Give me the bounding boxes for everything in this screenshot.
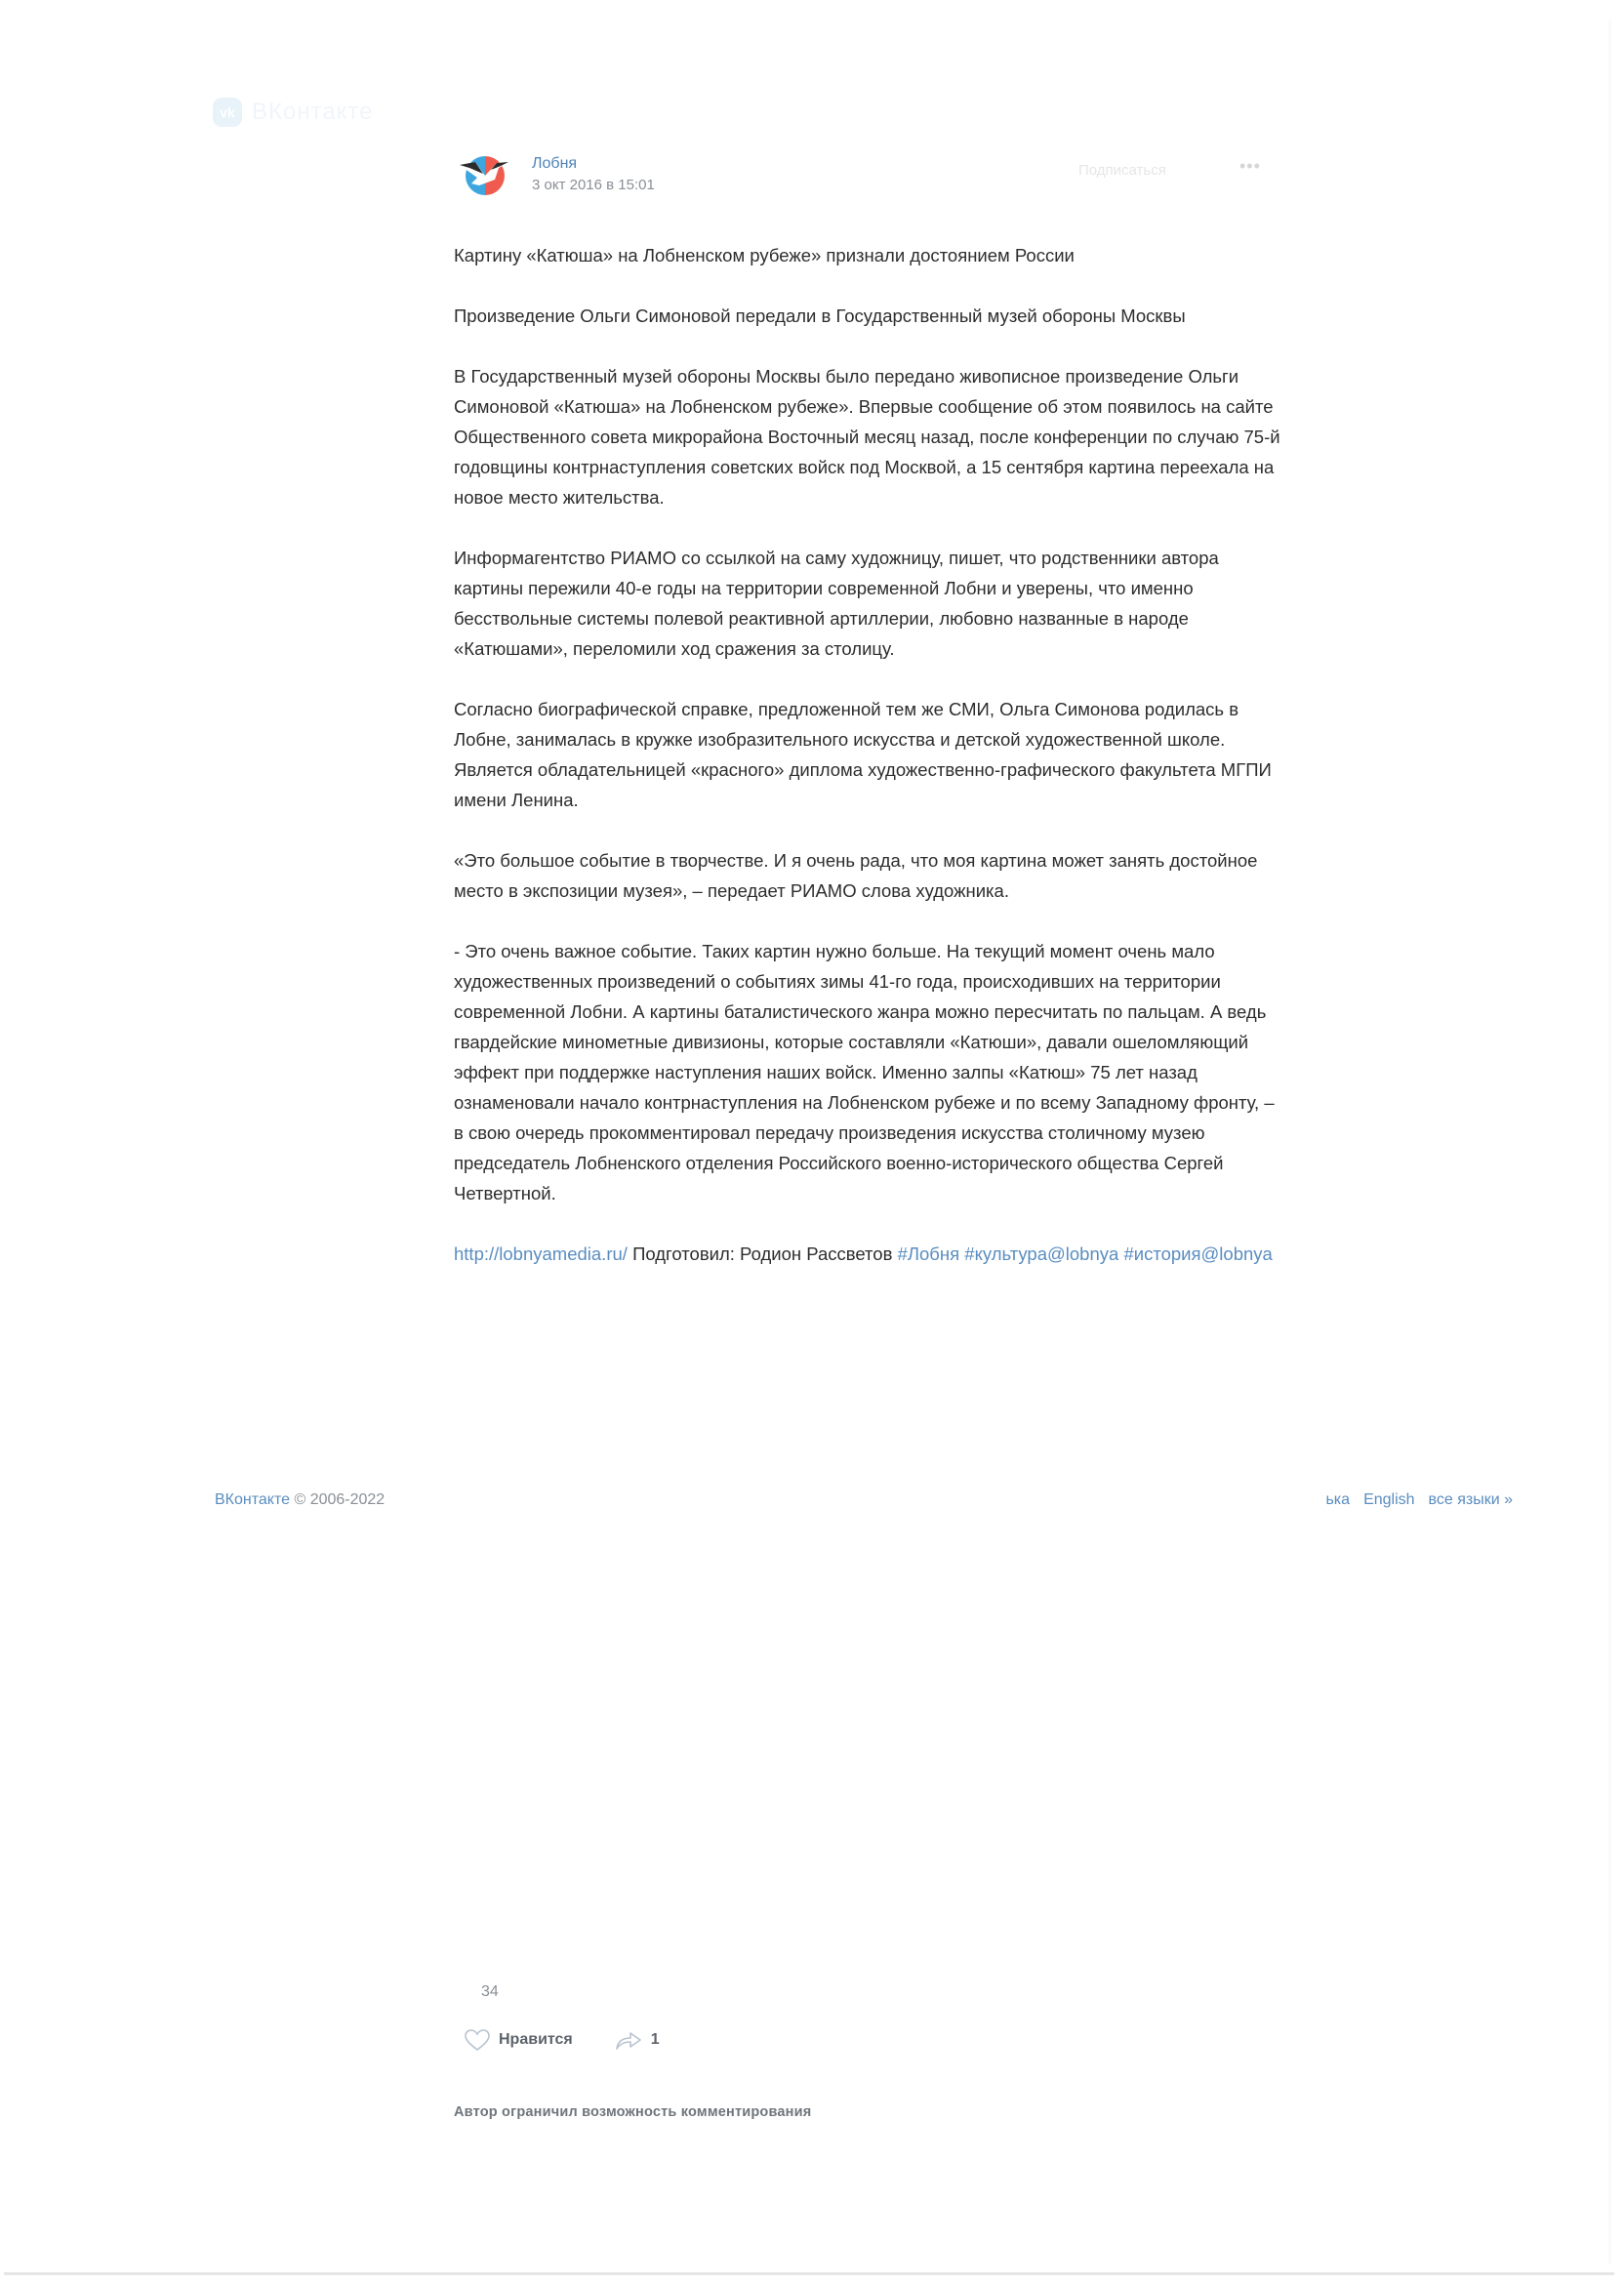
post-header [454,144,1283,203]
footer-vk-link[interactable]: ВКонтакте [215,1491,290,1508]
footer-languages [1325,1491,1513,1509]
hashtag-link[interactable]: #культура@lobnya [964,1243,1119,1264]
post-paragraph: - Это очень важное событие. Таких картин нужно больше. На текущий момент очень мало художественных произведений о событиях зимы 41-го года, происходивших на территории современной Лобни. А картины баталистического жанра можно пересчитать по пальцам. А ведь гвардейские минометные дивизионы, которые составляли «Катюши», давали ошеломляющий эффект при поддержке наступления наших войск. Именно залпы «Катюш» 75 лет назад ознаменовали начало контрнаступления на Лобненском рубеже и по всему Западному фронту, – в свою очередь прокомментировал передачу произведения искусства столичному музею председатель Лобненского отделения Российского военно-исторического общества Сергей Четвертной. [454,941,1275,1203]
views-count: 34 [481,1983,499,2000]
hashtag-link[interactable]: #Лобня [897,1243,960,1264]
share-count: 1 [650,2031,660,2048]
post-paragraph: Произведение Ольги Симоновой передали в Государственный музей обороны Москвы [454,306,1186,326]
author-avatar[interactable] [456,146,510,201]
wall-post [454,144,1283,1269]
post-actions [464,2028,660,2052]
more-options-icon[interactable]: ••• [1239,156,1261,176]
source-link[interactable]: http://lobnyamedia.ru/ [454,1243,628,1264]
footer-copyright-years: © 2006-2022 [294,1491,386,1508]
subscribe-button[interactable]: Подписаться [1078,162,1166,179]
post-date[interactable]: 3 окт 2016 в 15:01 [532,176,655,193]
like-button[interactable] [464,2028,573,2052]
like-label: Нравится [499,2031,573,2048]
footer-copyright [215,1491,385,1509]
post-paragraph: Согласно биографической справке, предложенной тем же СМИ, Ольга Симонова родилась в Лобне, занималась в кружке изобразительного искусства и детской художественной школе. Является обладательницей «красного» диплома художественно-графического факультета МГПИ имени Ленина. [454,699,1272,810]
vk-logo-icon: vk [213,98,242,127]
heart-icon [464,2028,491,2052]
language-link[interactable]: ька [1325,1491,1351,1508]
share-button[interactable] [614,2028,660,2052]
post-body [454,240,1283,1269]
post-links-paragraph [454,1239,1283,1269]
post-paragraph: Картину «Катюша» на Лобненском рубеже» признали достоянием России [454,245,1075,265]
page-footer [215,1491,1513,1509]
site-logo-text: ВКонтакте [252,99,374,125]
post-paragraph: В Государственный музей обороны Москвы было передано живописное произведение Ольги Симоновой «Катюша» на Лобненском рубеже». Впервые сообщение об этом появилось на сайте Общественного совета микрорайона Восточный месяц назад, после конференции по случаю 75-й годовщины контрнаступления советских войск под Москвой, а 15 сентября картина переехала на новое место жительства. [454,366,1280,508]
share-icon [614,2028,643,2052]
page-bottom-divider [4,2272,1614,2275]
language-link[interactable]: English [1363,1491,1415,1508]
all-languages-link[interactable]: все языки » [1428,1491,1513,1508]
author-name-link[interactable]: Лобня [532,154,578,172]
comments-disabled-note: Автор ограничил возможность комментирования [454,2104,812,2120]
page-edge [1608,20,1611,2264]
site-logo[interactable] [213,98,374,127]
hashtag-link[interactable]: #история@lobnya [1123,1243,1273,1264]
post-paragraph: «Это большое событие в творчестве. И я очень рада, что моя картина может занять достойное место в экспозиции музея», – передает РИАМО слова художника. [454,850,1258,901]
post-paragraph: Информагентство РИАМО со ссылкой на саму художницу, пишет, что родственники автора картины пережили 40-е годы на территории современной Лобни и уверены, что именно бесствольные системы полевой реактивной артиллерии, любовно названные в народе «Катюшами», переломили ход сражения за столицу. [454,548,1219,659]
prepared-by-text: Подготовил: Родион Рассветов [632,1243,893,1264]
